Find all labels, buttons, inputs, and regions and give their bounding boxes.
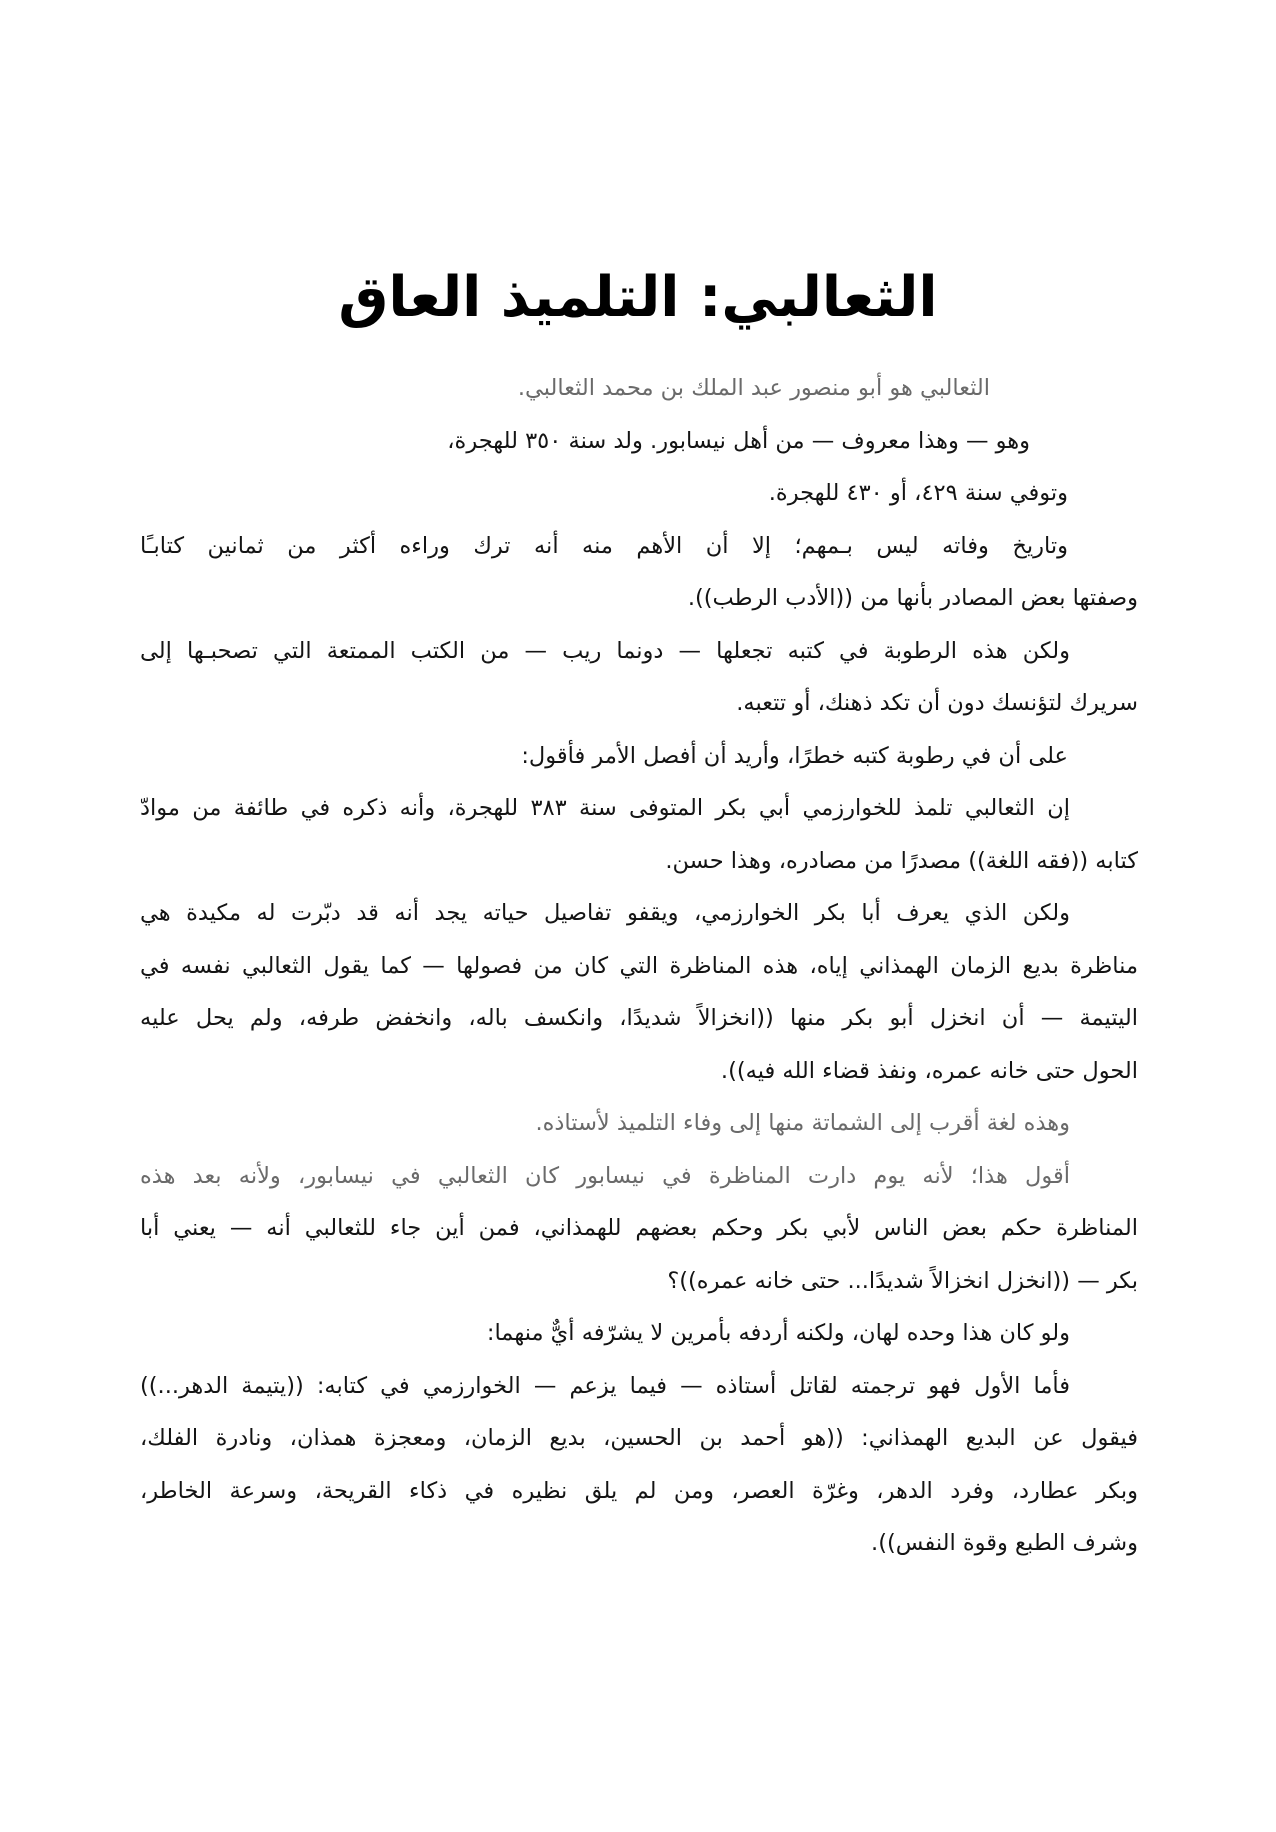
page-title: الثعالبي: التلميذ العاق [338, 265, 938, 330]
text-line: وهذه لغة أقرب إلى الشماتة منها إلى وفاء التلميذ لأستاذه. [535, 1110, 1070, 1136]
text-line: وتاريخ وفاته ليس بـمهم؛ إلا أن الأهم منه أنه ترك وراءه أكثر من ثمانين كتابـًا [140, 532, 1068, 559]
text-line: سريرك لتؤنسك دون أن تكد ذهنك، أو تتعبه. [736, 690, 1138, 716]
text-line: وشرف الطبع وقوة النفس)). [871, 1530, 1138, 1556]
text-line: وهو — وهذا معروف — من أهل نيسابور. ولد سنة ٣٥٠ للهجرة، [447, 427, 1030, 454]
text-line: أقول هذا؛ لأنه يوم دارت المناظرة في نيسابور كان الثعالبي في نيسابور، ولأنه بعد هذه [140, 1162, 1070, 1189]
text-line: ولو كان هذا وحده لهان، ولكنه أردفه بأمرين لا يشرّفه أيٌّ منهما: [486, 1320, 1070, 1346]
text-line: فيقول عن البديع الهمذاني: ((هو أحمد بن الحسين، بديع الزمان، ومعجزة همذان، ونادرة الفلك، [140, 1425, 1138, 1451]
text-line: مناظرة بديع الزمان الهمذاني إياه، هذه المناظرة التي كان من فصولها — كما يقول الثعالبي نفسه في [140, 952, 1138, 979]
text-line: وبكر عطارد، وفرد الدهر، وغرّة العصر، ومن لم يلق نظيره في ذكاء القريحة، وسرعة الخاطر، [140, 1477, 1138, 1504]
text-line: اليتيمة — أن انخزل أبو بكر منها ((انخزالاً شديدًا، وانكسف باله، وانخفض طرفه، ولم يحل عليه [140, 1005, 1138, 1031]
document-body [140, 362, 1140, 1570]
text-line: المناظرة حكم بعض الناس لأبي بكر وحكم بعضهم للهمذاني، فمن أين جاء للثعالبي أنه — يعني أبا [140, 1215, 1138, 1241]
text-line: وتوفي سنة ٤٢٩، أو ٤٣٠ للهجرة. [768, 480, 1068, 506]
text-line: بكر — ((انخزل انخزالاً شديدًا... حتى خانه عمره))؟ [667, 1267, 1138, 1294]
text-line: إن الثعالبي تلمذ للخوارزمي أبي بكر المتوفى سنة ٣٨٣ للهجرة، وأنه ذكره في طائفة من موادّ [140, 795, 1070, 821]
text-line: وصفتها بعض المصادر بأنها من ((الأدب الرطب)). [687, 585, 1138, 611]
text-line: الثعالبي هو أبو منصور عبد الملك بن محمد الثعالبي. [517, 375, 990, 401]
text-line: فأما الأول فهو ترجمته لقاتل أستاذه — فيما يزعم — الخوارزمي في كتابه: ((يتيمة الدهر...)) [140, 1372, 1070, 1399]
text-line: على أن في رطوبة كتبه خطرًا، وأريد أن أفصل الأمر فأقول: [521, 742, 1068, 769]
text-line: كتابه ((فقه اللغة)) مصدرًا من مصادره، وهذا حسن. [665, 847, 1138, 874]
text-line: ولكن الذي يعرف أبا بكر الخوارزمي، ويقفو تفاصيل حياته يجد أنه قد دبّرت له مكيدة هي [140, 900, 1070, 926]
text-line: الحول حتى خانه عمره، ونفذ قضاء الله فيه)). [720, 1057, 1138, 1084]
text-line: ولكن هذه الرطوبة في كتبه تجعلها — دونما ريب — من الكتب الممتعة التي تصحبـها إلى [140, 637, 1070, 664]
